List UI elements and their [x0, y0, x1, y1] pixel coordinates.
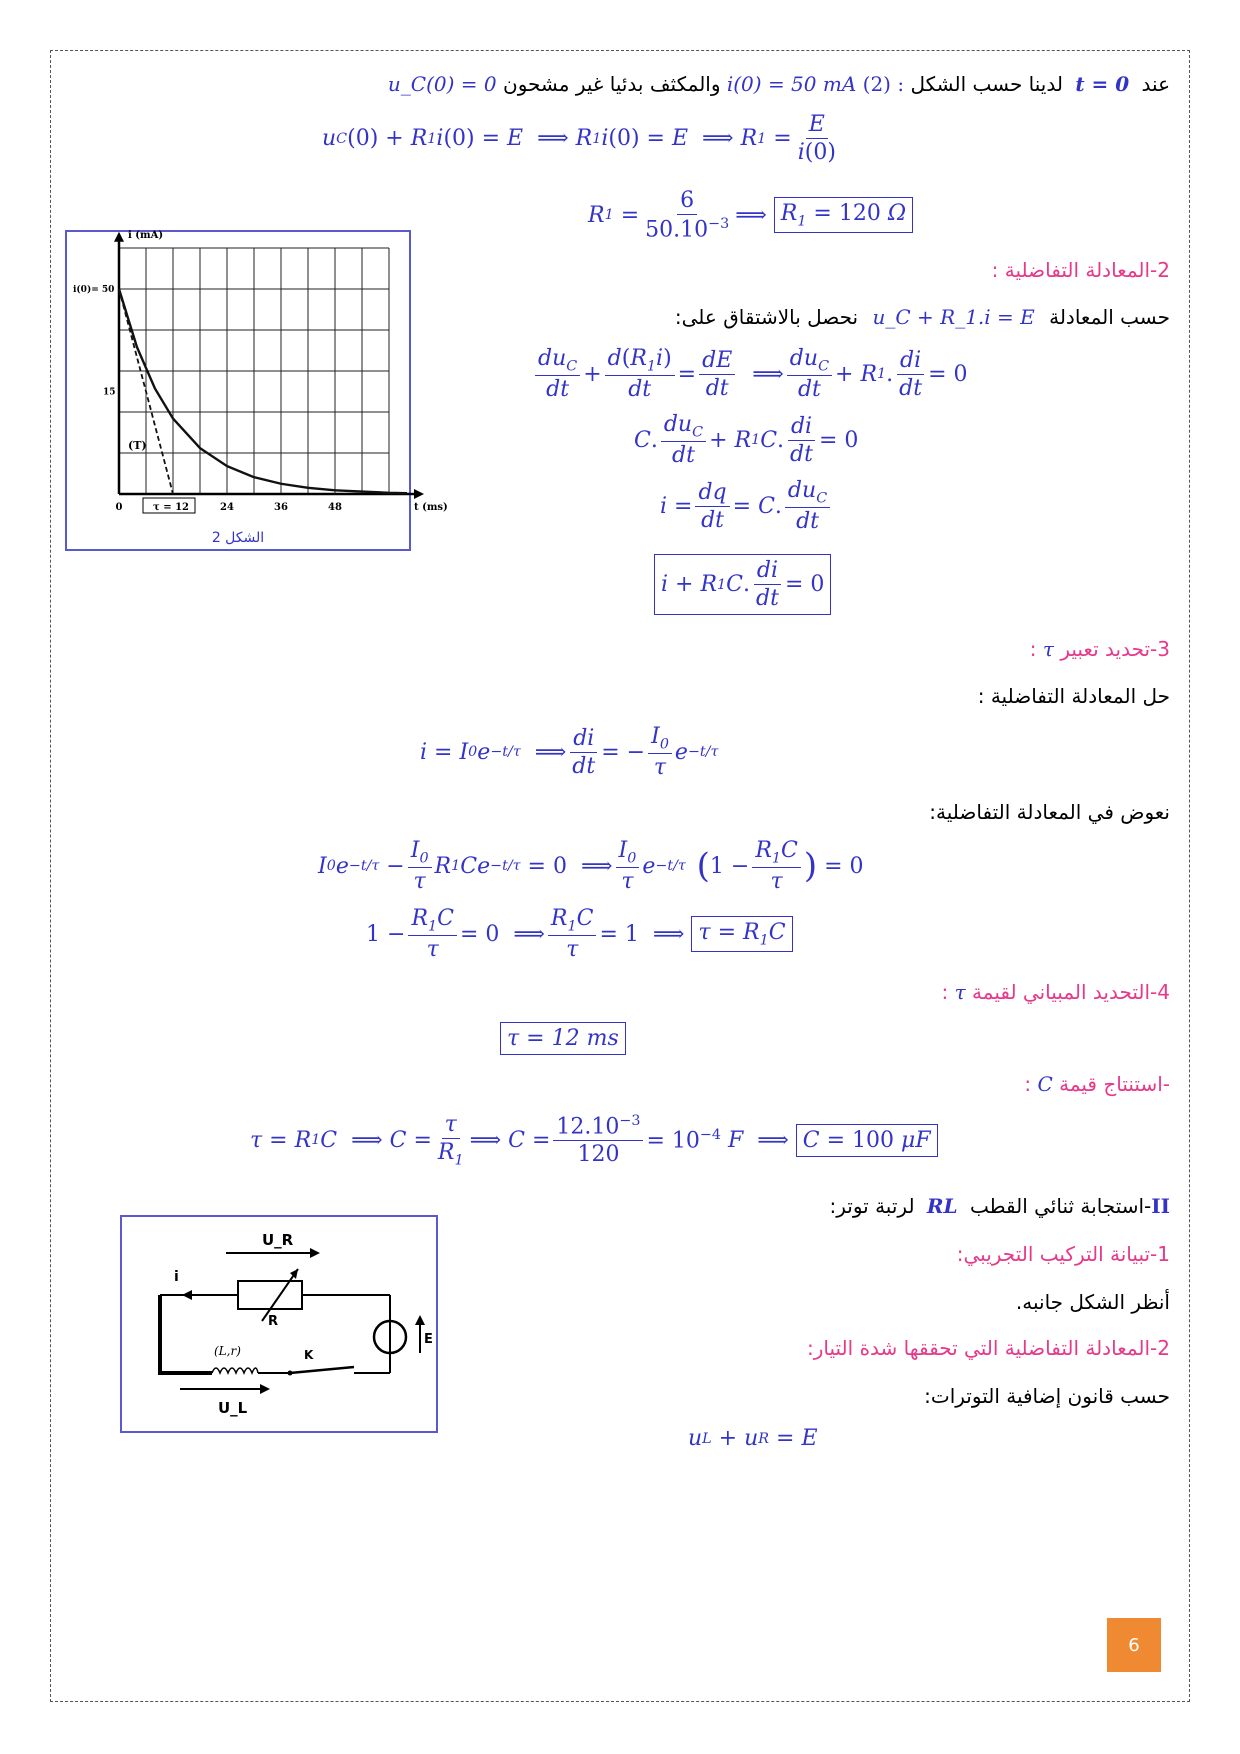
equation-current: i = $\frac{dq}{dt}$ = C . $\frac{du_C}{dt}$ — [660, 478, 833, 534]
equation-initial: u C (0) + R 1 i (0) = E ⟹ R 1 i (0) = E ⟹ R 1 = $\frac{E}{i(0)}$ — [322, 112, 836, 165]
x-tick-label: 36 — [274, 502, 288, 513]
e-arrowhead — [415, 1315, 425, 1325]
chart-svg — [67, 229, 448, 549]
equation-tau: 1 − $\frac{R_1C}{\tau}$ = 0 ⟹ $\frac{R_1C}{\tau}$ = 1 ⟹ $\tau = R_1C$ — [366, 906, 793, 962]
resistor-label: R — [268, 1314, 279, 1329]
equation-derivative-2: C . $\frac{du_C}{dt}$ + R 1 C . $\frac{di}{dt}$ = 0 — [634, 412, 859, 469]
switch-label: K — [304, 1348, 314, 1362]
circuit-svg — [122, 1217, 436, 1431]
switch-symbol — [290, 1367, 354, 1373]
section-II-1-title: 1-تبيانة التركيب التجريبي: — [956, 1242, 1170, 1266]
current-arrow — [182, 1290, 192, 1300]
equation-solution: i = I 0 e −t/τ ⟹ $\frac{di}{dt}$ = − $\frac{I_0}{\tau}$ e −t/τ — [420, 724, 719, 781]
x-tick-label: 0 — [115, 502, 123, 513]
section-4-title: 4-التحديد المبياني لقيمة τ : — [941, 980, 1170, 1004]
x-axis-label: t (ms) — [414, 502, 448, 513]
section-3-line: حل المعادلة التفاضلية : — [977, 684, 1170, 708]
chart-title: الشكل 2 — [211, 530, 265, 546]
section-II-title: II-استجابة ثنائي القطب RL لرتبة توتر: — [829, 1194, 1170, 1218]
section-II-2-text: حسب قانون إضافية التوترات: — [924, 1384, 1170, 1408]
section-2-line: حسب المعادلة u_C + R_1.i = E نحصل بالاشتقاق على: — [674, 305, 1170, 329]
tau-value: τ = 12 ms — [500, 1022, 626, 1055]
ur-arrowhead — [310, 1248, 320, 1258]
current-curve — [119, 289, 407, 493]
y-axis-arrowhead — [114, 232, 124, 242]
ul-label: U_L — [218, 1399, 248, 1417]
rl-circuit-figure — [120, 1215, 438, 1433]
section-II-2-title: 2-المعادلة التفاضلية التي تحققها شدة التيار: — [807, 1336, 1170, 1360]
e-label: E — [424, 1332, 433, 1347]
equation-substitution: I 0 e −t/τ − $\frac{I_0}{\tau}$ R 1 Ce −t/τ = 0 ⟹ $\frac{I_0}{\tau}$ e −t/τ ( 1 − $\frac{R_1C}{\tau}$ ) = 0 — [318, 838, 864, 895]
section-3-sub: نعوض في المعادلة التفاضلية: — [929, 800, 1170, 824]
section-2-title: 2-المعادلة التفاضلية : — [991, 258, 1170, 282]
ur-label: U_R — [262, 1231, 294, 1249]
equation-differential-boxed: i + R 1 C . $\frac{di}{dt}$ = 0 — [654, 554, 831, 615]
coil-label: (L,r) — [214, 1344, 241, 1358]
section-II-1-text: أنظر الشكل جانبه. — [1015, 1290, 1170, 1314]
y-axis-label: i (mA) — [128, 229, 164, 241]
section-3-title: 3-تحديد تعبير τ : — [1029, 637, 1170, 661]
current-label: i — [174, 1269, 179, 1285]
x-tick-label: 24 — [220, 502, 234, 513]
coil-symbol — [212, 1368, 258, 1373]
ul-arrowhead — [260, 1384, 270, 1394]
equation-voltage-sum: u L + u R = E — [688, 1426, 818, 1451]
equation-derivative-1: $\frac{du_C}{dt}$ + $\frac{d(R_1i)}{dt}$ = $\frac{dE}{dt}$ ⟹ $\frac{du_C}{dt}$ + R 1 . $\frac{di}{dt}$ = 0 — [532, 346, 968, 402]
tangent-label: (T) — [128, 438, 147, 452]
equation-r1-value: R 1 = $\frac{6}{50.10^{-3}}$ ⟹ $R_1 = 120$ Ω — [588, 188, 913, 242]
y-tick-label: 15 — [103, 387, 116, 398]
equation-capacitance: τ = R 1 C ⟹ C = $\frac{\tau}{R_1}$ ⟹ C = $\frac{12.10^{-3}}{120}$ = $10^{-4}$ F ⟹ C = 100 μF — [250, 1112, 938, 1168]
intro-line: عند t = 0 لدينا حسب الشكل (2) : i(0) = 50 mA والمكثف بدئيا غير مشحون u_C(0) = 0 — [387, 72, 1170, 96]
y-tick-label: i(0)= 50 — [73, 285, 115, 295]
x-tick-label: τ = 12 — [153, 502, 189, 513]
figure-2-chart — [65, 229, 448, 551]
x-tick-label: 48 — [328, 502, 342, 513]
section-5-title: -استنتاج قيمة C : — [1024, 1072, 1170, 1096]
page-number: 6 — [1107, 1618, 1161, 1672]
circuit-left-wire — [160, 1295, 212, 1373]
resistor-symbol — [238, 1281, 302, 1309]
